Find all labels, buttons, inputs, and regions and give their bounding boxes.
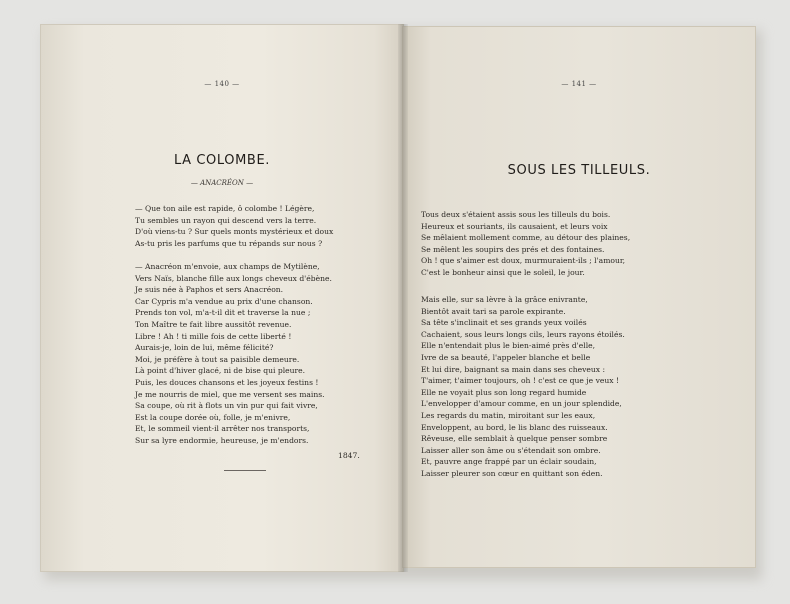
verse-line: Je suis née à Paphos et sers Anacréon. [135,285,284,295]
verse-line: Vers Naïs, blanche fille aux longs cheveux d'ébène. [135,273,332,283]
poem-subtitle: — ANACRÉON — [190,179,254,187]
verse-line: Se mêlent les soupirs des prés et des fontaines. [421,244,605,254]
verse-line: Les regards du matin, miroitant sur les eaux, [421,410,596,420]
verse-line: Mais elle, sur sa lèvre à la grâce enivrante, [421,295,588,304]
verse-line: — Anacréon m'envoie, aux champs de Mytilène, [135,262,320,271]
verse-line: Aurais-je, loin de lui, même félicité? [135,343,274,353]
verse-line: Bientôt avait tari sa parole expirante. [421,306,566,316]
verse-line: Est la coupe dorée où, folle, je m'enivre, [135,412,291,422]
stanza [135,261,332,447]
verse-line: Je me nourris de miel, que me versent ses mains. [135,389,325,399]
end-rule [224,470,266,471]
stanza [421,294,625,480]
verse-line: Puis, les douces chansons et les joyeux festins ! [135,377,319,387]
verse-line: Car Cypris m'a vendue au prix d'une chanson. [135,296,313,306]
verse-line: Elle ne voyait plus son long regard humide [421,387,587,397]
verse-line: Laisser aller son âme ou s'étendait son ombre. [421,445,601,455]
verse-line: Là point d'hiver glacé, ni de bise qui pleure. [135,366,306,376]
verse-line: Sa tête s'inclinait et ses grands yeux voilés [421,318,587,328]
verse-line: Sur sa lyre endormie, heureuse, je m'endors. [135,435,309,445]
verse-line: Elle n'entendait plus le bien-aimé près d'elle, [421,341,596,351]
verse-line: As-tu pris les parfums que tu répands sur nous ? [135,238,323,248]
verse-line: Ivre de sa beauté, l'appeler blanche et belle [421,352,591,362]
verse-line: Heureux et souriants, ils causaient, et leurs voix [421,221,608,231]
verse-line: T'aimer, t'aimer toujours, oh ! c'est ce que je veux ! [421,376,619,386]
verse-line: Et lui dire, baignant sa main dans ses cheveux : [421,364,606,374]
verse-line: Enveloppent, au bord, le lis blanc des ruisseaux. [421,422,608,432]
verse-line: Se mêlaient mollement comme, au détour des plaines, [421,233,631,243]
book-gutter [398,24,408,572]
page-number: — 141 — [561,80,597,88]
verse-line: Cachaient, sous leurs longs cils, leurs rayons étoilés. [421,329,625,339]
poem-title: SOUS LES TILLEULS. [507,163,651,178]
verse-line: Oh ! que s'aimer est doux, murmuraient-ils ; l'amour, [421,256,626,266]
verse-line: Ton Maître te fait libre aussitôt revenue. [135,319,292,329]
verse-line: Tu sembles un rayon qui descend vers la terre. [135,215,317,225]
stanza [421,209,630,279]
verse-line: — Que ton aile est rapide, ô colombe ! Légère, [135,204,315,213]
verse-line: Sa coupe, où rit à flots un vin pur qui fait vivre, [135,401,318,411]
verse-line: L'envelopper d'amour comme, en un jour splendide, [421,399,622,409]
verse-line: Prends ton vol, m'a-t-il dit et traverse la nue ; [135,308,311,318]
left-page [40,24,404,572]
verse-line: Et, pauvre ange frappé par un éclair soudain, [421,457,597,467]
poem-title: LA COLOMBE. [174,153,270,168]
poem-date: 1847. [338,451,360,460]
verse-line: Rêveuse, elle semblait à quelque penser sombre [421,434,608,444]
verse-line: Libre ! Ah ! ti mille fois de cette liberté ! [135,331,292,341]
stanza [135,203,333,249]
verse-line: C'est le bonheur ainsi que le soleil, le jour. [421,267,585,277]
verse-line: Laisser pleurer son cœur en quittant son éden. [421,468,603,478]
page-number: — 140 — [204,80,240,88]
verse-line: Tous deux s'étaient assis sous les tilleuls du bois. [421,210,611,219]
verse-line: Et, le sommeil vient-il arrêter nos transports, [135,424,310,434]
right-page [402,26,756,568]
verse-line: Moi, je préfère à tout sa paisible demeure. [135,354,300,364]
verse-line: D'où viens-tu ? Sur quels monts mystérieux et doux [135,227,334,237]
